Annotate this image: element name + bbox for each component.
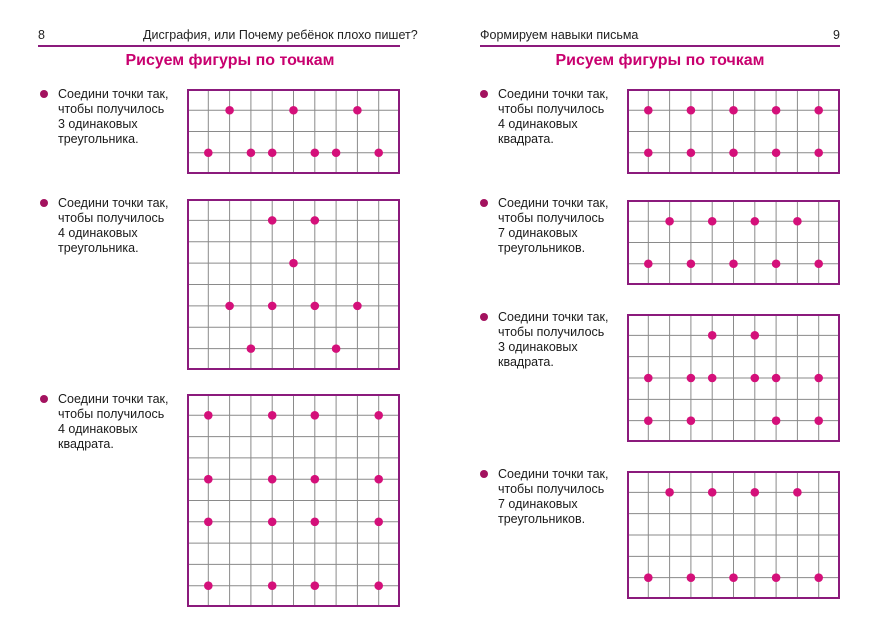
grid-dot (311, 581, 320, 590)
task-line: 4 одинаковых (58, 226, 138, 240)
grid-dot (374, 148, 383, 157)
grid-dot (814, 259, 823, 268)
grid-dot (644, 374, 653, 383)
grid-dot (814, 416, 823, 425)
grid-dot (708, 331, 717, 340)
grid-dot (268, 475, 277, 484)
right-page (440, 0, 880, 640)
grid-dot (311, 475, 320, 484)
task-line: 4 одинаковых (58, 422, 138, 436)
task-line: Соедини точки так, (498, 310, 609, 324)
grid-dot (247, 148, 256, 157)
grid-dot (814, 106, 823, 115)
grid-dot (289, 106, 298, 115)
task-line: треугольника. (58, 132, 139, 146)
grid-dot (311, 411, 320, 420)
grid-dot (687, 259, 696, 268)
grid-dot (353, 302, 362, 311)
grid-dot (311, 302, 320, 311)
task-line: квадрата. (58, 437, 114, 451)
grid-dot (268, 216, 277, 225)
task-line: 3 одинаковых (498, 340, 578, 354)
task-line: Соедини точки так, (498, 87, 609, 101)
task-line: 7 одинаковых (498, 497, 578, 511)
grid-dot (268, 581, 277, 590)
task-text (498, 467, 623, 527)
grid-dot (268, 411, 277, 420)
grid-dot (751, 374, 760, 383)
dot-grid (187, 394, 400, 607)
task-line: Соедини точки так, (58, 87, 169, 101)
grid-dot (772, 416, 781, 425)
grid-dot (708, 374, 717, 383)
grid-dot (374, 581, 383, 590)
grid-dot (311, 148, 320, 157)
grid-svg (627, 471, 840, 599)
grid-svg (627, 314, 840, 442)
dot-grid (627, 200, 840, 285)
bullet-icon (480, 470, 488, 478)
grid-dot (204, 411, 213, 420)
grid-dot (729, 259, 738, 268)
grid-svg (187, 394, 400, 607)
grid-dot (751, 488, 760, 497)
bullet-icon (40, 395, 48, 403)
grid-dot (708, 217, 717, 226)
running-title: Формируем навыки письма (480, 28, 639, 42)
header-rule (38, 45, 400, 47)
task-line: треугольника. (58, 241, 139, 255)
grid-dot (729, 148, 738, 157)
task-line: Соедини точки так, (498, 196, 609, 210)
dot-grid (627, 471, 840, 599)
grid-dot (687, 148, 696, 157)
grid-svg (187, 89, 400, 174)
grid-dot (225, 106, 234, 115)
task-text (58, 87, 183, 147)
running-title: Дисграфия, или Почему ребёнок плохо пишет? (143, 28, 418, 42)
task-line: чтобы получилось (58, 211, 165, 225)
grid-dot (708, 488, 717, 497)
page-number: 9 (833, 28, 840, 42)
grid-dot (793, 217, 802, 226)
task-line: 7 одинаковых (498, 226, 578, 240)
grid-dot (204, 148, 213, 157)
bullet-icon (40, 199, 48, 207)
bullet-icon (480, 199, 488, 207)
grid-svg (627, 89, 840, 174)
task-line: чтобы получилось (498, 325, 605, 339)
grid-dot (268, 148, 277, 157)
task-line: треугольников. (498, 512, 586, 526)
grid-dot (311, 216, 320, 225)
grid-dot (772, 148, 781, 157)
grid-dot (225, 302, 234, 311)
grid-dot (204, 581, 213, 590)
grid-dot (268, 518, 277, 527)
grid-svg (627, 200, 840, 285)
task-line: квадрата. (498, 132, 554, 146)
grid-dot (353, 106, 362, 115)
task-line: чтобы получилось (498, 102, 605, 116)
section-title: Рисуем фигуры по точкам (125, 52, 335, 69)
grid-dot (814, 148, 823, 157)
grid-dot (751, 331, 760, 340)
task-line: чтобы получилось (498, 211, 605, 225)
bullet-icon (480, 90, 488, 98)
grid-dot (644, 573, 653, 582)
dot-grid (187, 89, 400, 174)
task-line: квадрата. (498, 355, 554, 369)
dot-grid (627, 314, 840, 442)
bullet-icon (40, 90, 48, 98)
header-rule (480, 45, 840, 47)
grid-dot (687, 416, 696, 425)
task-line: Соедини точки так, (58, 392, 169, 406)
task-text (58, 392, 183, 452)
task-text (498, 310, 623, 370)
dot-grid (627, 89, 840, 174)
task-line: чтобы получилось (58, 102, 165, 116)
grid-dot (814, 573, 823, 582)
task-line: Соедини точки так, (498, 467, 609, 481)
task-text (498, 196, 623, 256)
page-number: 8 (38, 28, 45, 42)
grid-dot (772, 106, 781, 115)
grid-dot (374, 518, 383, 527)
grid-dot (687, 573, 696, 582)
grid-dot (687, 106, 696, 115)
task-line: Соедини точки так, (58, 196, 169, 210)
grid-dot (772, 259, 781, 268)
task-text (498, 87, 623, 147)
grid-dot (204, 475, 213, 484)
grid-dot (814, 374, 823, 383)
grid-dot (644, 416, 653, 425)
grid-dot (644, 148, 653, 157)
grid-dot (687, 374, 696, 383)
grid-svg (187, 199, 400, 370)
task-text (58, 196, 183, 256)
grid-dot (644, 106, 653, 115)
grid-dot (374, 411, 383, 420)
grid-dot (289, 259, 298, 268)
grid-dot (772, 573, 781, 582)
grid-dot (665, 217, 674, 226)
grid-dot (729, 106, 738, 115)
grid-dot (247, 344, 256, 353)
grid-dot (374, 475, 383, 484)
grid-dot (644, 259, 653, 268)
grid-dot (268, 302, 277, 311)
grid-dot (729, 573, 738, 582)
task-line: треугольников. (498, 241, 586, 255)
task-line: чтобы получилось (498, 482, 605, 496)
dot-grid (187, 199, 400, 370)
section-title: Рисуем фигуры по точкам (555, 52, 765, 69)
grid-dot (793, 488, 802, 497)
grid-dot (751, 217, 760, 226)
grid-dot (332, 148, 341, 157)
grid-dot (665, 488, 674, 497)
task-line: чтобы получилось (58, 407, 165, 421)
task-line: 4 одинаковых (498, 117, 578, 131)
grid-dot (332, 344, 341, 353)
grid-dot (311, 518, 320, 527)
grid-dot (772, 374, 781, 383)
grid-dot (204, 518, 213, 527)
task-line: 3 одинаковых (58, 117, 138, 131)
bullet-icon (480, 313, 488, 321)
